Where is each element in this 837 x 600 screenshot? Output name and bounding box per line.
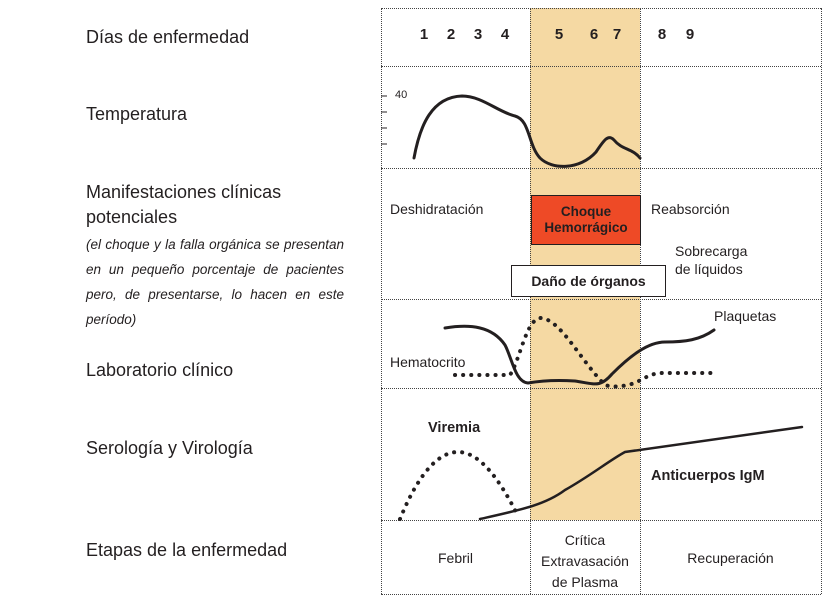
row-note-manifestaciones: (el choque y la falla orgánica se presentan en un pequeño porcentaje de pacientes pero, de presentarse, lo hacen en este período) <box>86 237 344 327</box>
day-number: 9 <box>685 26 695 43</box>
label-sobrecarga-line2: de líquidos <box>675 261 743 277</box>
day-number: 3 <box>473 26 483 43</box>
temperature-tick-label: 40 <box>395 89 408 101</box>
stage-recuperacion: Recuperación <box>687 550 774 566</box>
igm-antibodies-curve <box>480 427 802 519</box>
label-hematocrito: Hematocrito <box>390 354 466 370</box>
shock-label-line1: Choque <box>560 204 612 219</box>
day-number: 7 <box>612 26 622 43</box>
temperature-curve <box>414 96 640 166</box>
row-label-serologia: Serología y Virología <box>86 438 253 458</box>
temperature-axis-ticks <box>381 96 387 144</box>
day-number: 5 <box>554 26 564 43</box>
label-anticuerpos: Anticuerpos IgM <box>651 468 765 484</box>
shock-label-line2: Hemorrágico <box>544 220 628 235</box>
row-label-laboratorio: Laboratorio clínico <box>86 360 234 380</box>
day-number: 2 <box>446 26 456 43</box>
day-number: 1 <box>419 26 429 43</box>
day-number: 6 <box>589 26 599 43</box>
platelets-curve <box>455 318 712 386</box>
row-label-temperatura: Temperatura <box>86 104 188 124</box>
label-viremia: Viremia <box>428 420 481 436</box>
day-number: 4 <box>500 26 510 43</box>
row-label-manifestaciones: Manifestaciones clínicas <box>86 182 282 202</box>
stage-critica-line1: Crítica <box>564 532 606 548</box>
organ-damage-box: Daño de órganos <box>511 265 666 297</box>
label-plaquetas: Plaquetas <box>714 308 777 324</box>
row-label-manifestaciones-cont: potenciales <box>86 207 178 227</box>
viremia-curve <box>400 452 518 519</box>
label-deshidratacion: Deshidratación <box>390 201 484 217</box>
stage-critica-line3: de Plasma <box>551 574 619 590</box>
label-sobrecarga-line1: Sobrecarga <box>675 243 748 259</box>
day-number: 8 <box>657 26 667 43</box>
stage-critica-line2: Extravasación <box>541 553 629 569</box>
row-label-dias: Días de enfermedad <box>86 27 250 47</box>
label-reabsorcion: Reabsorción <box>651 201 730 217</box>
stage-febril: Febril <box>437 550 473 566</box>
row-label-etapas: Etapas de la enfermedad <box>86 540 288 560</box>
